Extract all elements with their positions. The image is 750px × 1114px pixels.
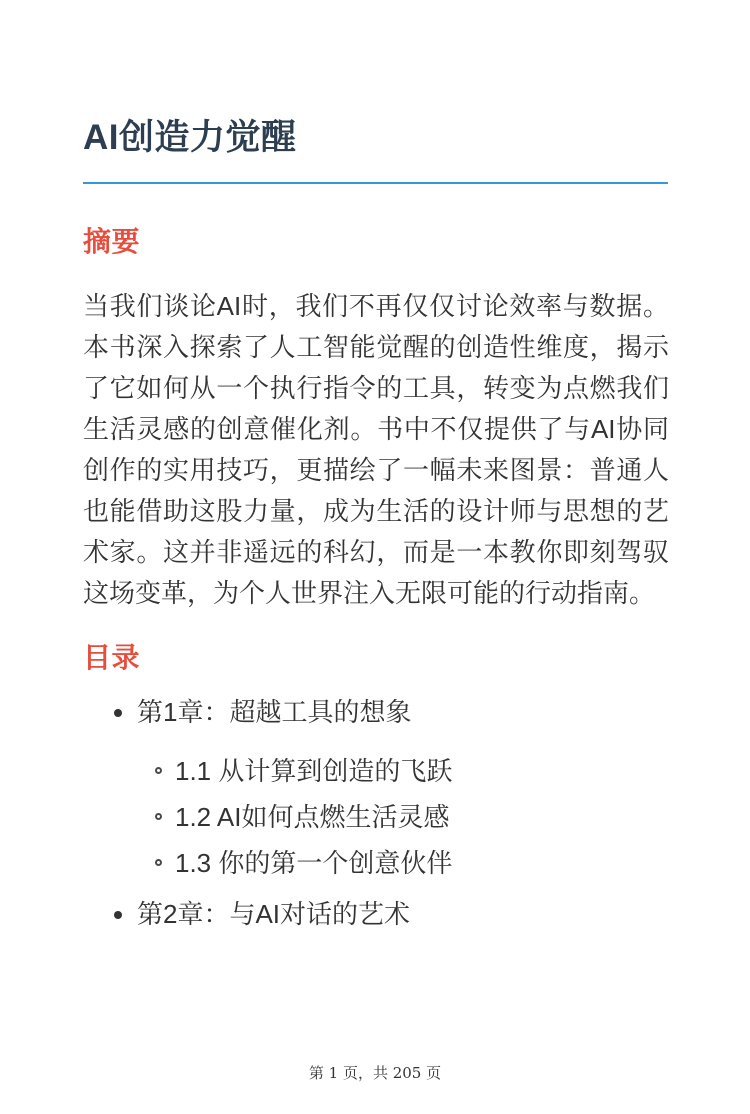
page-title: AI创造力觉醒 (83, 118, 297, 157)
abstract-paragraph: 当我们谈论AI时，我们不再仅仅讨论效率与数据。本书深入探索了人工智能觉醒的创造性维度，揭示了它如何从一个执行指令的工具，转变为点燃我们生活灵感的创意催化剂。书中不仅提供了与AI协同创作的实用技巧，更描绘了一幅未来图景：普通人也能借助这股力量，成为生活的设计师与思想的艺术家。这并非遥远的科幻，而是一本教你即刻驾驭这场变革，为个人世界注入无限可能的行动指南。 (83, 291, 669, 608)
toc-item-chapter-1 (83, 692, 668, 884)
abstract-heading: 摘要 (83, 226, 141, 257)
bullet-disc-icon (114, 709, 122, 717)
toc-item-label: 第2章：与AI对话的艺术 (137, 899, 411, 929)
toc-heading: 目录 (83, 642, 141, 673)
title-underline-rule (83, 182, 668, 184)
toc-sublist-chapter-1 (83, 751, 668, 884)
toc-item-chapter-2 (83, 894, 668, 935)
document-page (0, 114, 750, 1114)
toc-item-section-1-3 (83, 843, 668, 884)
bullet-circle-icon (155, 767, 162, 774)
bullet-circle-icon (155, 813, 162, 820)
toc-item-label: 1.2 AI如何点燃生活灵感 (175, 802, 450, 832)
toc-list (83, 692, 668, 935)
toc-item-section-1-2 (83, 797, 668, 838)
toc-item-label: 1.3 你的第一个创意伙伴 (175, 848, 453, 878)
toc-item-label: 1.1 从计算到创造的飞跃 (175, 756, 453, 786)
page-number-footer: 第 1 页，共 205 页 (308, 1064, 442, 1082)
bullet-disc-icon (114, 911, 122, 919)
bullet-circle-icon (155, 859, 162, 866)
toc-item-label: 第1章：超越工具的想象 (137, 697, 412, 727)
toc-item-section-1-1 (83, 751, 668, 792)
